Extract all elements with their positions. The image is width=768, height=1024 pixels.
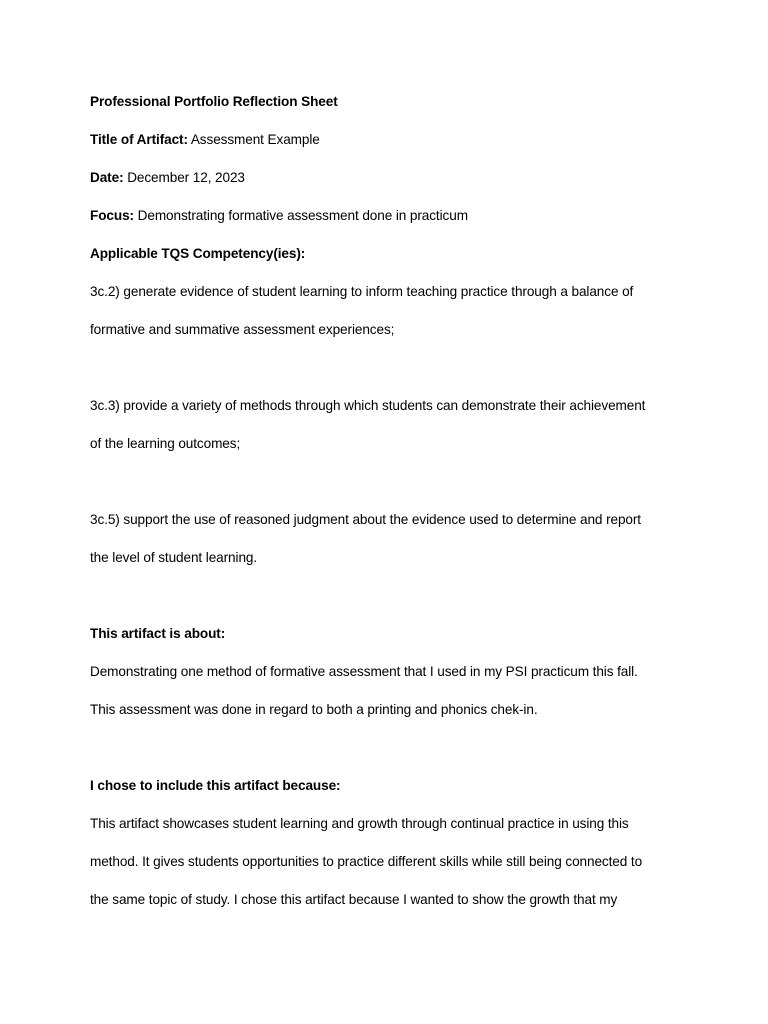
paragraph-spacer: [90, 586, 690, 624]
competency-heading: Applicable TQS Competency(ies):: [90, 246, 306, 261]
about-heading: This artifact is about:: [90, 626, 226, 641]
reason-line: This artifact showcases student learning and growth through continual practice in using this: [90, 816, 629, 831]
competency-item: [90, 510, 690, 586]
focus-label: Focus:: [90, 208, 134, 223]
competency-item: [90, 282, 690, 358]
competency-line: of the learning outcomes;: [90, 436, 241, 451]
paragraph-spacer: [90, 738, 690, 776]
competency-line: the level of student learning.: [90, 550, 258, 565]
artifact-title-label: Title of Artifact:: [90, 132, 188, 147]
reason-line: method. It gives students opportunities to practice different skills while still being connected to: [90, 854, 643, 869]
about-line: Demonstrating one method of formative assessment that I used in my PSI practicum this fall.: [90, 664, 638, 679]
document-title: Professional Portfolio Reflection Sheet: [90, 94, 338, 109]
artifact-title-line: [90, 130, 690, 168]
date-value: December 12, 2023: [127, 170, 245, 185]
document-body: [90, 92, 690, 928]
date-label: Date:: [90, 170, 124, 185]
reason-line: the same topic of study. I chose this artifact because I wanted to show the growth that my: [90, 892, 618, 907]
focus-value: Demonstrating formative assessment done in practicum: [137, 208, 468, 223]
paragraph-spacer: [90, 358, 690, 396]
competency-line: 3c.5) support the use of reasoned judgment about the evidence used to determine and report: [90, 512, 641, 527]
artifact-title-value: Assessment Example: [190, 132, 320, 147]
competency-line: 3c.3) provide a variety of methods through which students can demonstrate their achievement: [90, 398, 646, 413]
reason-heading: I chose to include this artifact because:: [90, 778, 341, 793]
competency-line: formative and summative assessment experiences;: [90, 322, 395, 337]
about-line: This assessment was done in regard to both a printing and phonics chek-in.: [90, 702, 538, 717]
paragraph-spacer: [90, 472, 690, 510]
competency-line: 3c.2) generate evidence of student learning to inform teaching practice through a balance of: [90, 284, 634, 299]
focus-line: [90, 206, 690, 244]
date-line: [90, 168, 690, 206]
competency-item: [90, 396, 690, 472]
